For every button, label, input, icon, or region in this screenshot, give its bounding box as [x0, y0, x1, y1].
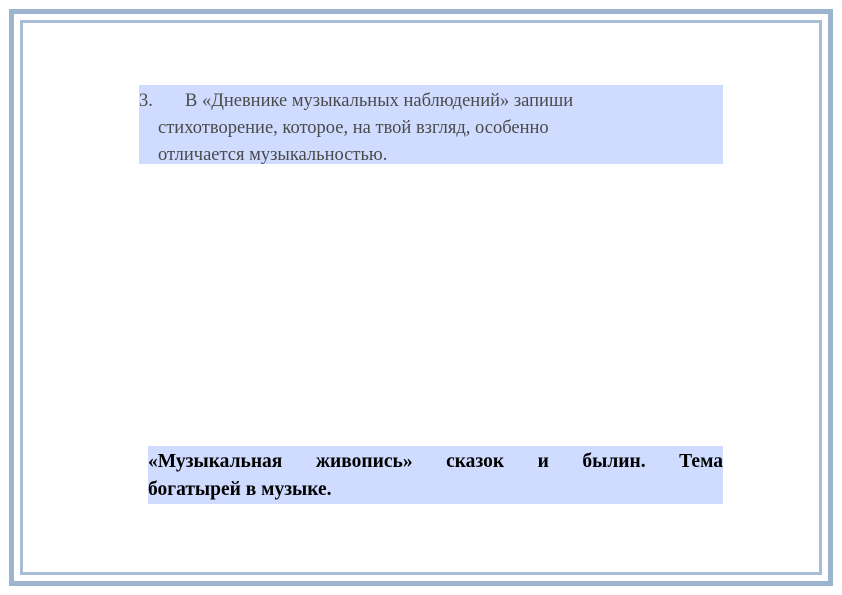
topic-title-line-1 — [148, 448, 723, 476]
topic-title-word: и — [537, 451, 549, 472]
task-text-line-1: В «Дневнике музыкальных наблюдений» запиши — [185, 91, 574, 111]
task-text-line-3: отличается музыкальностью. — [158, 145, 388, 165]
task-block — [139, 85, 723, 164]
task-line-1 — [139, 88, 717, 115]
topic-title-word: былин. — [582, 451, 646, 472]
topic-title-word: Тема — [679, 451, 723, 472]
topic-title-word: сказок — [446, 451, 505, 472]
task-text-line-2: стихотворение, которое, на твой взгляд, особенно — [158, 118, 549, 138]
topic-title-word: «Музыкальная — [148, 451, 283, 472]
topic-title-block — [148, 446, 723, 504]
topic-title-line-2: богатырей в музыке. — [148, 479, 332, 500]
task-number: 3. — [139, 91, 153, 111]
topic-title-word: живопись» — [315, 451, 413, 472]
